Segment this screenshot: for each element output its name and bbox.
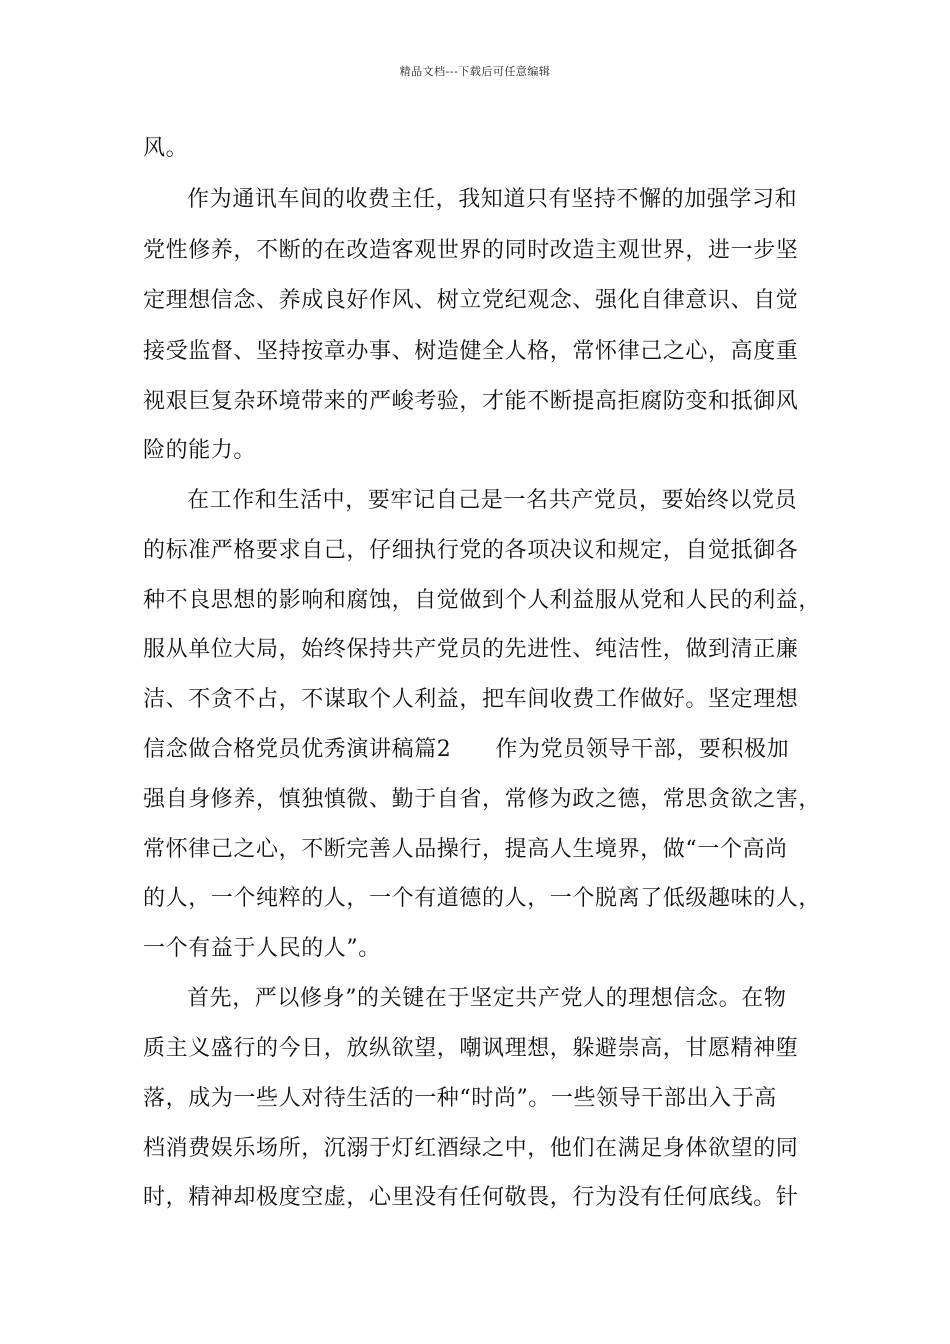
paragraph-first-line: 在工作和生活中，要牢记自己是一名共产党员，要始终以党员 [187,488,798,513]
text-line: 常怀律己之心，不断完善人品操行，提高人生境界，做“一个高尚 [143,837,788,862]
text-line: 险的能力。 [143,438,257,463]
text-line: 风。 [143,136,189,161]
text-line: 接受监督、坚持按章办事、树造健全人格，常怀律己之心，高度重 [143,339,799,364]
text-line: 党性修养，不断的在改造客观世界的同时改造主观世界，进一步坚 [143,238,799,263]
text-line: 时，精神却极度空虚，心里没有任何敬畏，行为没有任何底线。针 [143,1185,799,1210]
page-header: 精品文档---下载后可任意编辑 [399,65,551,78]
text-line: 的人，一个纯粹的人，一个有道德的人，一个脱离了低级趣味的人， [143,886,822,911]
text-line: 定理想信念、养成良好作风、树立党纪观念、强化自律意识、自觉 [143,288,799,313]
text-line: 落，成为一些人对待生活的一种“时尚”。一些领导干部出入于高 [143,1086,777,1111]
text-line: 服从单位大局，始终保持共产党员的先进性、纯洁性，做到清正廉 [143,637,799,662]
paragraph-first-line: 首先，严以修身”的关键在于坚定共产党人的理想信念。在物 [187,986,787,1011]
text-line-with-heading [143,735,823,765]
text-line: 洁、不贪不占，不谋取个人利益，把车间收费工作做好。坚定理想 [143,687,799,712]
text-line: 种不良思想的影响和腐蚀，自觉做到个人利益服从党和人民的利益， [143,588,822,613]
text-line: 档消费娱乐场所，沉溺于灯红酒绿之中，他们在满足身体欲望的同 [143,1136,799,1161]
inline-text: 作为党员领导干部，要积极加 [495,737,790,762]
text-line: 的标准严格要求自己，仔细执行党的各项决议和规定，自觉抵御各 [143,538,799,563]
text-line: 视艰巨复杂环境带来的严峻考验，才能不断提高拒腐防变和抵御风 [143,389,799,414]
text-line: 强自身修养，慎独慎微、勤于自省，常修为政之德，常思贪欲之害， [143,787,822,812]
paragraph-first-line: 作为通讯车间的收费主任，我知道只有坚持不懈的加强学习和 [187,187,798,212]
inline-heading: 信念做合格党员优秀演讲稿篇2 [143,737,452,762]
text-line: 质主义盛行的今日，放纵欲望，嘲讽理想，躲避崇高，甘愿精神堕 [143,1036,799,1061]
text-line: 一个有益于人民的人”。 [143,936,381,961]
